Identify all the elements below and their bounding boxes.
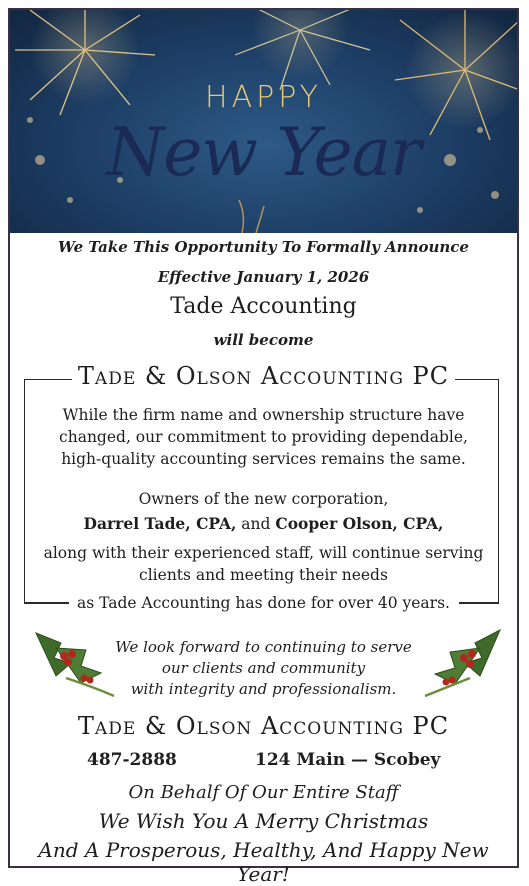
announcement-card <box>8 8 519 886</box>
p1-line: While the firm name and ownership structure have <box>62 406 465 424</box>
closing-line: our clients and community <box>161 659 366 677</box>
paragraph-3 <box>10 542 517 586</box>
announce-line-1: We Take This Opportunity To Formally Announce <box>58 238 469 256</box>
happy-text: HAPPY <box>205 80 322 115</box>
signature-line-2: We Wish You A Merry Christmas <box>98 809 429 833</box>
closing-line: We look forward to continuing to serve <box>115 638 412 656</box>
p1-line: high-quality accounting services remains the same. <box>61 450 466 468</box>
new-firm-name: Tade & Olson Accounting PC <box>72 362 455 390</box>
owner-1: Darrel Tade, CPA, <box>83 514 237 533</box>
firework-burst-icon <box>235 10 370 90</box>
phone-number: 487-2888 <box>87 750 177 770</box>
owners-intro: Owners of the new corporation, <box>138 490 389 508</box>
old-firm-name: Tade Accounting <box>170 294 357 319</box>
owner-and: and <box>236 515 276 533</box>
new-firm-name-wrap <box>10 362 517 390</box>
p1-line: changed, our commitment to providing dependable, <box>59 428 468 446</box>
p3-last-line: as Tade Accounting has done for over 40 years. <box>77 594 450 612</box>
effective-date: Effective January 1, 2026 <box>157 268 370 286</box>
p3-line: along with their experienced staff, will continue serving <box>43 544 484 562</box>
owner-2: Cooper Olson, CPA, <box>275 514 444 533</box>
closing-line: with integrity and professionalism. <box>130 680 397 698</box>
owners-names <box>10 514 517 533</box>
signature-line-1: On Behalf Of Our Entire Staff <box>128 782 399 803</box>
will-become: will become <box>213 331 314 349</box>
footer-firm-wrap <box>10 712 517 740</box>
p3-line: clients and meeting their needs <box>139 566 388 584</box>
signature-line-3: And A Prosperous, Healthy, And Happy New Year! <box>38 838 489 886</box>
footer-firm-name: Tade & Olson Accounting PC <box>72 712 455 740</box>
closing-paragraph <box>10 637 517 700</box>
sparkler-icon <box>239 200 264 233</box>
new-year-banner <box>10 10 517 233</box>
street-address: 124 Main — Scobey <box>255 750 441 770</box>
new-year-script: New Year <box>106 114 421 191</box>
paragraph-1 <box>10 404 517 470</box>
